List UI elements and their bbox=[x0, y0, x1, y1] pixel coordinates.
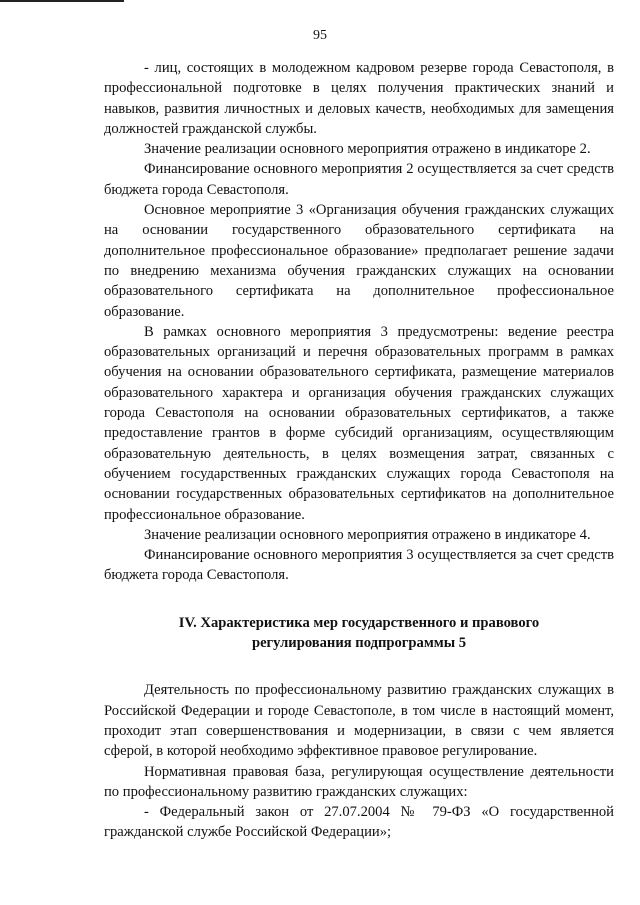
section-heading-line-1: IV. Характеристика мер государственного и правового bbox=[178, 614, 540, 631]
paragraph-financing-measure-3: Финансирование основного мероприятия 3 осуществляется за счет средств бюджета города Севастополя. bbox=[104, 547, 614, 584]
paragraph-indicator-4: Значение реализации основного мероприятия отражено в индикаторе 4. bbox=[144, 526, 591, 543]
page-number: 95 bbox=[313, 28, 327, 43]
scan-edge-mark bbox=[0, 0, 124, 2]
paragraph-measure-3-scope: В рамках основного мероприятия 3 предусмотрены: ведение реестра образовательных организаций и перечня образовательных программ в рамках обучения на основании образовательного сертификата, размещение материалов образовательного характера и организация обучения гражданских служащих города Севастополя на основании образовательных сертификатов, а также предоставление грантов в форме субсидий организациям, осуществляющим образовательную деятельность, в целях возмещения затрат, связанных с обучением государственных гражданских служащих города Севастополя на основании государственных образовательных сертификатов на дополнительное профессиональное образование. bbox=[104, 323, 614, 523]
section-heading-line-2: регулирования подпрограммы 5 bbox=[251, 635, 467, 652]
paragraph-reserve-list-item: - лиц, состоящих в молодежном кадровом резерве города Севастополя, в профессиональной подготовке в целях получения практических знаний и навыков, развития личностных и деловых качеств, необходимых для замещения должностей гражданской службы. bbox=[104, 60, 614, 137]
paragraph-measure-3-description: Основное мероприятие 3 «Организация обучения гражданских служащих на основании государственного образовательного сертификата на дополнительное профессиональное образование» предполагает решение задачи по внедрению механизма обучения гражданских служащих на основании образовательного сертификата на дополнительное профессиональное образование. bbox=[104, 202, 614, 320]
paragraph-professional-development: Деятельность по профессиональному развитию гражданских служащих в Российской Федерации и городе Севастополе, в том числе в настоящий момент, проходит этап совершенствования и модернизации, в связи с чем является сферой, в которой необходимо эффективное правовое регулирование. bbox=[104, 682, 614, 760]
paragraph-financing-measure-2: Финансирование основного мероприятия 2 осуществляется за счет средств бюджета города Севастополя. bbox=[104, 161, 614, 198]
paragraph-legal-base: Нормативная правовая база, регулирующая осуществление деятельности по профессиональному развитию гражданских служащих: bbox=[104, 763, 614, 800]
paragraph-indicator-2: Значение реализации основного мероприятия отражено в индикаторе 2. bbox=[144, 141, 591, 158]
document-body bbox=[104, 58, 614, 843]
paragraph-federal-law: - Федеральный закон от 27.07.2004 № 79-ФЗ «О государственной гражданской службе Российской Федерации»; bbox=[104, 804, 614, 841]
section-heading bbox=[104, 613, 614, 654]
